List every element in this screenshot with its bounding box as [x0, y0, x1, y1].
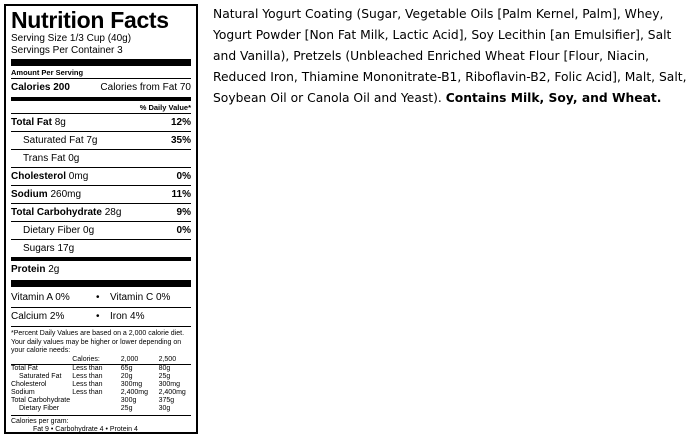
dv-table-header-cell: [11, 356, 72, 365]
nutrient-amount: 0mg: [68, 171, 89, 182]
dv-table-cell: 25g: [120, 404, 133, 412]
dv-table-cell: Less than: [72, 380, 103, 388]
nutrient-amount: 2g: [48, 264, 60, 275]
nutrient-row: [11, 149, 191, 167]
dv-table-row: [11, 405, 191, 413]
dv-table-cell: Less than: [72, 364, 121, 373]
dv-table-header-cell: 2,000: [120, 355, 139, 363]
dv-table-cell: [72, 405, 121, 413]
ingredients-block: [213, 4, 695, 109]
bullet-icon: •: [96, 292, 100, 303]
dv-table-row: [11, 373, 191, 381]
dv-table-cell: [72, 397, 121, 405]
nutrient-daily-value: 11%: [171, 189, 191, 200]
calories-from-fat: Calories from Fat 70: [100, 82, 191, 93]
vitamin-left: Calcium 2%: [11, 311, 65, 322]
servings-per-container: Servings Per Container 3: [11, 45, 123, 56]
nutrient-name: Trans Fat: [23, 153, 66, 164]
nutrient-row: [11, 221, 191, 239]
nutrient-name: Cholesterol: [11, 171, 67, 182]
dv-table-cell: 375g: [158, 396, 175, 404]
vitamin-left: Vitamin A 0%: [11, 292, 70, 303]
dv-table-cell: 30g: [158, 404, 171, 412]
nutrient-amount: 17g: [57, 243, 75, 254]
dv-table-cell: Less than: [72, 388, 103, 396]
calories-per-gram-values: Fat 9 • Carbohydrate 4 • Protein 4: [33, 426, 138, 433]
nutrient-amount: 7g: [86, 135, 98, 146]
nutrient-label: [23, 242, 74, 255]
nutrient-amount: 0g: [83, 225, 95, 236]
bullet-icon: •: [96, 311, 100, 322]
calories-per-gram: Calories per gram:: [11, 417, 69, 425]
nutrient-label: [11, 206, 121, 219]
vitamin-right: Vitamin C 0%: [110, 292, 171, 303]
dv-table-cell: 80g: [159, 364, 191, 373]
dv-table-header-cell: Calories:: [72, 355, 100, 363]
nutrition-facts-panel: [4, 4, 198, 434]
dv-table-cell: 300g: [120, 396, 137, 404]
dv-table-cell: 25g: [158, 372, 171, 380]
dv-table-header-cell: 2,500: [158, 355, 177, 363]
vitamin-row: [11, 307, 191, 326]
nutrient-amount: 0g: [68, 153, 80, 164]
dv-table-cell: Dietary Fiber: [19, 404, 60, 412]
allergen-statement: Contains Milk, Soy, and Wheat.: [445, 91, 662, 105]
dv-table-cell: Sodium: [11, 388, 35, 396]
daily-values-table: [11, 356, 191, 413]
nutrient-daily-value: 0%: [176, 225, 191, 236]
dv-table-row: [11, 389, 191, 397]
nutrient-row: [11, 131, 191, 149]
serving-size: Serving Size 1/3 Cup (40g): [11, 33, 132, 44]
nutrient-label: [11, 170, 88, 183]
dv-table-header: [11, 356, 191, 365]
nutrient-daily-value: 0%: [176, 171, 191, 182]
ingredients-text: Natural Yogurt Coating (Sugar, Vegetable Oils [Palm Kernel, Palm], Whey, Yogurt Powder [Non Fat Milk, Lactic Acid], Soy Lecithin [an Emulsifier], Salt and Vanilla), Pretzels (Unbleached Enriched Wheat Flour [Flour, Niacin, Reduced Iron, Thiamine Mononitrate-B1, Riboflavin-B2, Folic Acid], Malt, Salt, Soybean Oil or Canola Oil and Yeast).: [213, 7, 687, 105]
footnote: *Percent Daily Values are based on a 2,000 calorie diet. Your daily values may be higher or lower depending on your calorie needs:: [11, 330, 185, 354]
label-title: Nutrition Facts: [11, 7, 169, 33]
nutrient-amount: 28g: [104, 207, 122, 218]
nutrient-row: [11, 257, 191, 278]
dv-table-cell: 300mg: [120, 380, 143, 388]
nutrient-label: [11, 116, 66, 129]
nutrient-name: Total Carbohydrate: [11, 207, 102, 218]
nutrient-label: [11, 188, 81, 201]
dv-table-row: [11, 381, 191, 389]
calories-row: [11, 78, 191, 96]
calories: Calories 200: [11, 82, 70, 93]
dv-table-row: [11, 397, 191, 405]
nutrient-name: Sugars: [23, 243, 55, 254]
nutrient-list: [11, 113, 191, 278]
daily-value-header: % Daily Value*: [139, 103, 191, 112]
nutrient-daily-value: 12%: [170, 117, 191, 128]
amount-per-serving: Amount Per Serving: [11, 68, 84, 77]
nutrient-row: [11, 167, 191, 185]
nutrient-label: [11, 263, 59, 276]
nutrient-row: [11, 113, 191, 131]
nutrient-row: [11, 185, 191, 203]
dv-table-cell: 2,400mg: [158, 388, 186, 396]
nutrient-name: Protein: [11, 264, 46, 275]
dv-table-row: [11, 364, 191, 373]
dv-table-cell: 2,400mg: [120, 388, 149, 396]
nutrient-name: Total Fat: [11, 117, 52, 128]
vitamin-right: Iron 4%: [110, 311, 145, 322]
dv-table-cell: Total Fat: [11, 364, 72, 373]
nutrient-row: [11, 203, 191, 221]
dv-table-cell: 20g: [120, 372, 133, 380]
divider-thick: [11, 280, 191, 287]
dv-table-cell: Less than: [72, 372, 103, 380]
nutrient-label: [23, 152, 79, 165]
nutrient-row: [11, 239, 191, 257]
nutrient-amount: 8g: [54, 117, 66, 128]
vitamin-list: [11, 289, 191, 326]
nutrient-name: Sodium: [11, 189, 48, 200]
nutrient-label: [23, 224, 94, 237]
nutrient-name: Saturated Fat: [23, 135, 84, 146]
nutrient-daily-value: 9%: [176, 207, 191, 218]
dv-table-cell: 300mg: [158, 380, 180, 388]
divider-medium: [11, 97, 191, 101]
nutrient-amount: 260mg: [50, 189, 82, 200]
dv-table-cell: Total Carbohydrate: [11, 396, 71, 404]
dv-table-cell: Cholesterol: [11, 380, 47, 388]
dv-table-cell: 65g: [121, 364, 159, 373]
dv-table-cell: Saturated Fat: [19, 372, 62, 380]
vitamin-row: [11, 289, 191, 307]
divider-thick: [11, 59, 191, 66]
nutrient-name: Dietary Fiber: [23, 225, 81, 236]
nutrient-daily-value: 35%: [170, 135, 191, 146]
nutrient-label: [23, 134, 98, 147]
